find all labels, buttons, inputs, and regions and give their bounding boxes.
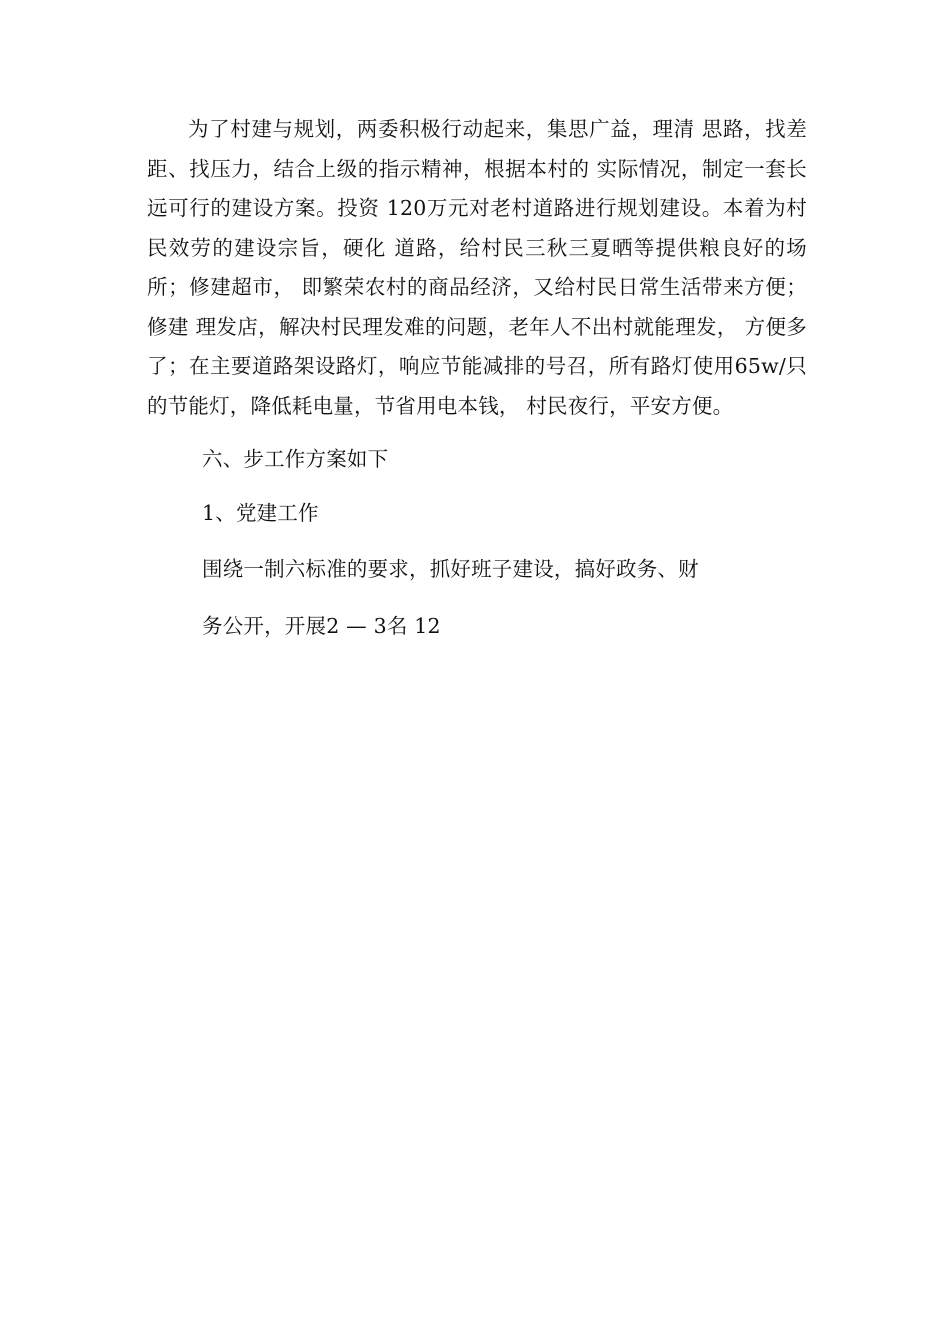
section-heading-work-plan: 六、步工作方案如下 (202, 447, 389, 471)
text-line-party-building-2: 务公开，开展2 — 3名 12 (202, 613, 441, 638)
text-line-party-building-1: 围绕一制六标准的要求，抓好班子建设，搞好政务、财 (202, 557, 699, 581)
paragraph-village-planning: 为了村建与规划，两委积极行动起来，集思广益，理清 思路，找差距、找压力，结合上级的指示精神，根据本村的 实际情况，制定一套长远可行的建设方案。投资 120万元对老村道路进行规划建设。本着为村民效劳的建设宗旨，硬化 道路，给村民三秋三夏晒等提供粮良好的场所；修建超市， 即繁荣农村的商品经济，又给村民日常生活带来方便；修建 理发店，解决村民理发难的问题，老年人不出村就能理发， 方便多了；在主要道路架设路灯，响应节能减排的号召，所有路灯使用65w/只的节能灯，降低耗电量，节省用电本钱， 村民夜行，平安方便。 (147, 117, 807, 418)
item-heading-party-building: 1、党建工作 (202, 500, 319, 525)
document-body (147, 110, 807, 646)
